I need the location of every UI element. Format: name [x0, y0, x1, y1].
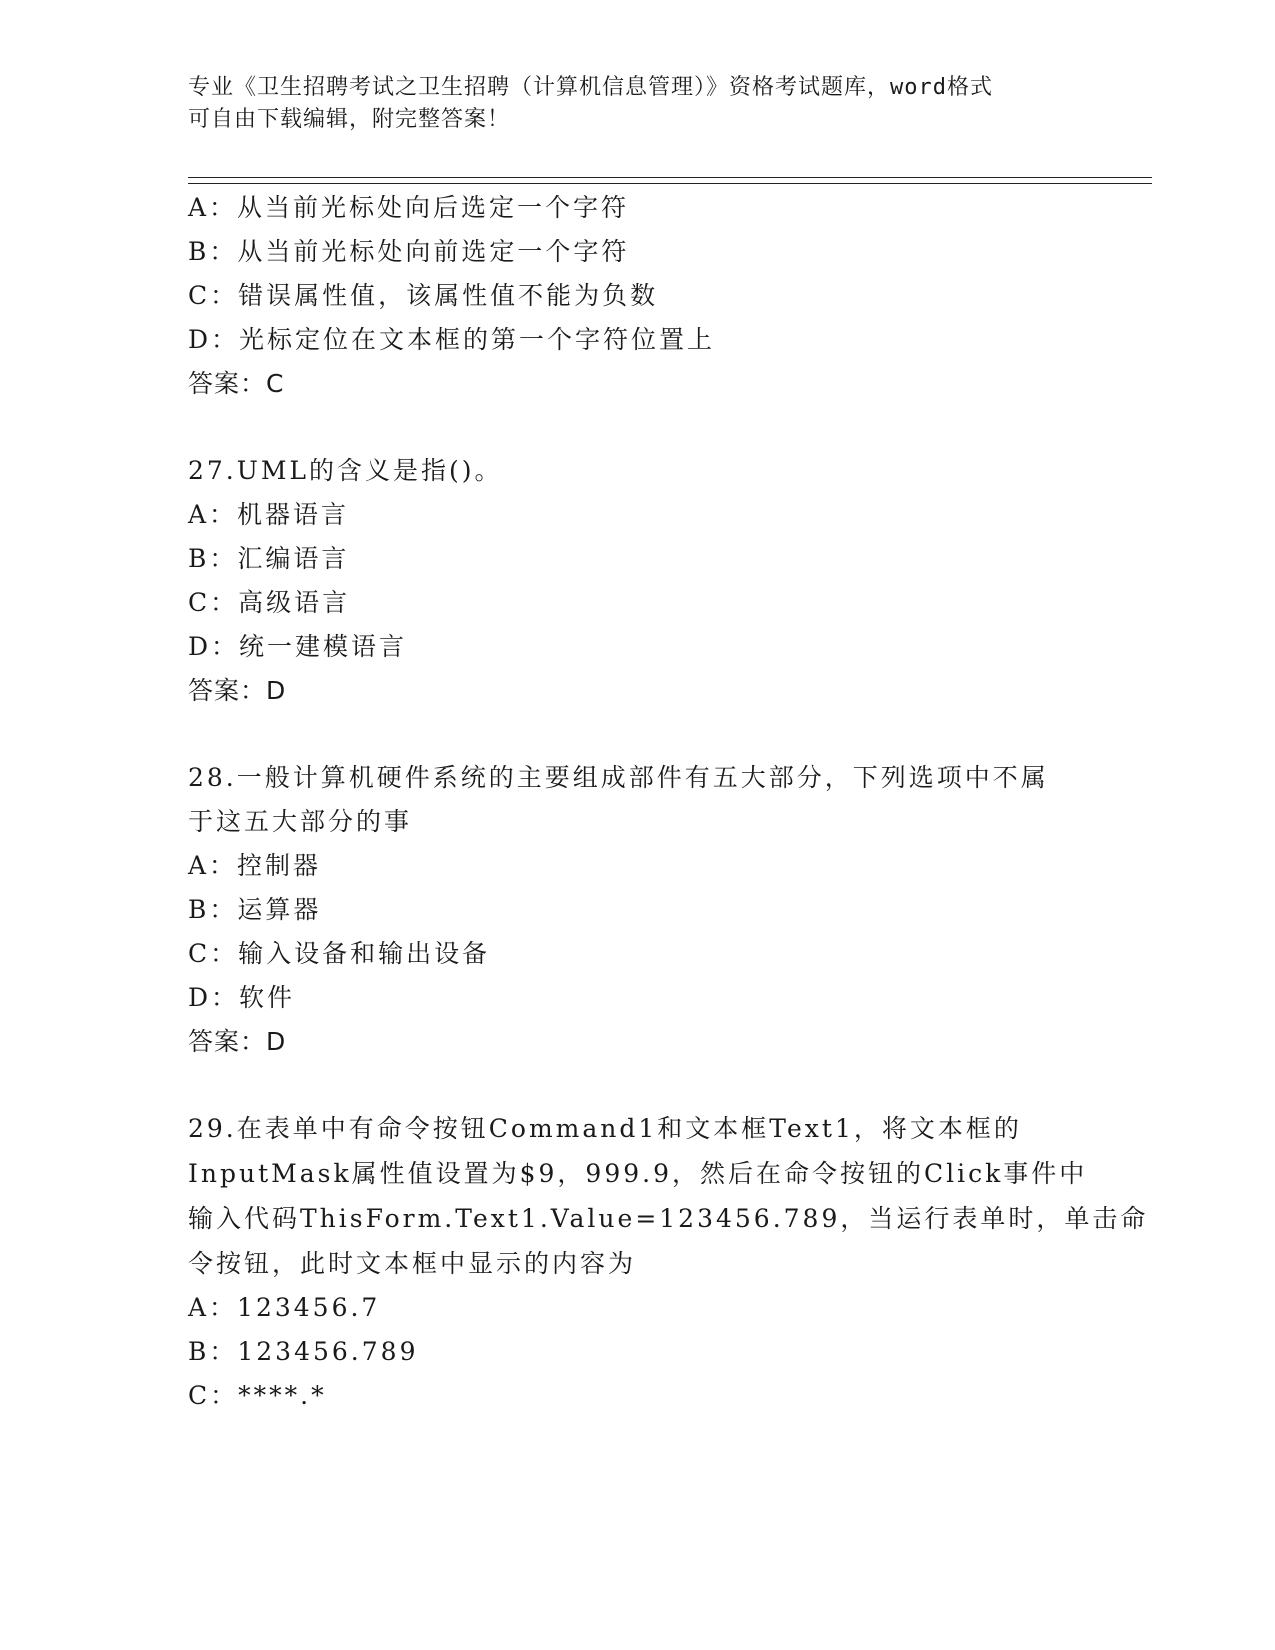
q27-option-a: A：机器语言	[188, 500, 350, 529]
q26-option-c: C：错误属性值，该属性值不能为负数	[188, 281, 659, 310]
q27-option-b: B：汇编语言	[188, 544, 350, 573]
q26-option-b: B：从当前光标处向前选定一个字符	[188, 237, 630, 266]
document-header	[188, 72, 1068, 136]
q26-answer: 答案：C	[188, 369, 285, 398]
q26-option-a: A：从当前光标处向后选定一个字符	[188, 193, 630, 222]
q29-option-a: A：123456.7	[188, 1293, 381, 1322]
q29-stem-line-4: 令按钮，此时文本框中显示的内容为	[188, 1249, 637, 1278]
q26-option-d: D：光标定位在文本框的第一个字符位置上	[188, 325, 716, 354]
q27-option-d: D：统一建模语言	[188, 632, 408, 661]
q28-option-a: A：控制器	[188, 851, 322, 880]
q28-answer: 答案：D	[188, 1027, 287, 1056]
q29-stem-line-1: 29.在表单中有命令按钮Command1和文本框Text1，将文本框的	[188, 1114, 1022, 1143]
q28-option-d: D：软件	[188, 983, 296, 1012]
q28-option-c: C：输入设备和输出设备	[188, 939, 491, 968]
q28-stem-line-1: 28.一般计算机硬件系统的主要组成部件有五大部分，下列选项中不属	[188, 763, 1049, 792]
q29-stem-line-2: InputMask属性值设置为$9，999.9，然后在命令按钮的Click事件中	[188, 1159, 1088, 1188]
q29-option-c: C：****.*	[188, 1381, 327, 1410]
header-line-1: 专业《卫生招聘考试之卫生招聘（计算机信息管理）》资格考试题库，word格式	[188, 75, 993, 100]
header-divider-top	[188, 177, 1152, 178]
q27-option-c: C：高级语言	[188, 588, 351, 617]
header-divider-bottom	[188, 183, 1152, 184]
q29-option-b: B：123456.789	[188, 1337, 419, 1366]
q28-option-b: B：运算器	[188, 895, 322, 924]
q27-answer: 答案：D	[188, 676, 287, 705]
q27-stem: 27.UML的含义是指()。	[188, 456, 503, 485]
q29-stem-line-3: 输入代码ThisForm.Text1.Value=123456.789，当运行表单时，单击命	[188, 1204, 1149, 1233]
q28-stem-line-2: 于这五大部分的事	[188, 807, 413, 836]
header-line-2: 可自由下载编辑，附完整答案！	[188, 107, 511, 132]
